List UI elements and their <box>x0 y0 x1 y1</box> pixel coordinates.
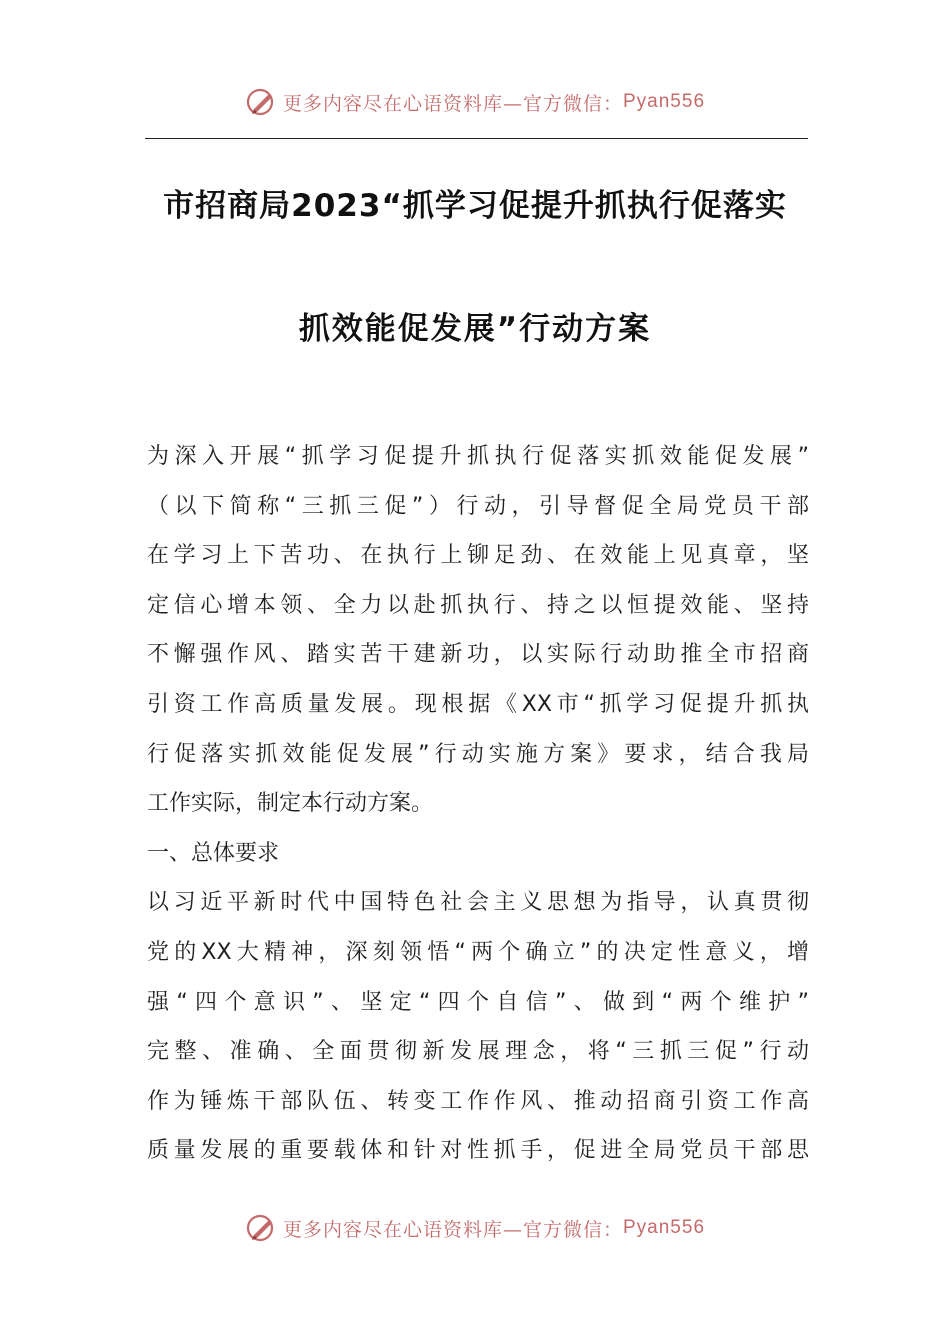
body-line: 以习近平新时代中国特色社会主义思想为指导，认真贯彻 <box>147 890 809 916</box>
body-line: 强“四个意识”、坚定“四个自信”、做到“两个维护” <box>147 989 809 1015</box>
document-title-line-2: 抓效能促发展”行动方案 <box>298 311 652 347</box>
body-line: 行促落实抓效能促发展”行动实施方案》要求，结合我局 <box>147 741 809 767</box>
pen-logo-icon <box>245 1211 279 1245</box>
body-line: （以下简称“三抓三促”）行动，引导督促全局党员干部 <box>147 493 809 519</box>
watermark-text: 更多内容尽在心语资料库—官方微信： <box>282 1218 623 1241</box>
watermark-banner-bottom <box>0 1208 950 1248</box>
body-line: 党的XX大精神，深刻领悟“两个确立”的决定性意义，增 <box>147 939 809 965</box>
body-line: 作为锤炼干部队伍、转变工作作风、推动招商引资工作高 <box>147 1088 809 1114</box>
body-line: 为深入开展“抓学习促提升抓执行促落实抓效能促发展” <box>147 444 809 469</box>
body-line: 不懈强作风、踏实苦干建新功，以实际行动助推全市招商 <box>147 642 809 668</box>
body-line: 定信心增本领、全力以赴抓执行、持之以恒提效能、坚持 <box>147 592 809 618</box>
watermark-wechat-id: Pyan556 <box>623 1217 706 1238</box>
body-line: 工作实际，制定本行动方案。 <box>147 791 434 817</box>
watermark-banner-top <box>0 82 950 122</box>
body-line: 在学习上下苦功、在执行上铆足劲、在效能上见真章，坚 <box>147 543 809 569</box>
body-line: 质量发展的重要载体和针对性抓手，促进全局党员干部思 <box>147 1138 809 1164</box>
document-body <box>147 432 809 1176</box>
body-line: 完整、准确、全面贯彻新发展理念，将“三抓三促”行动 <box>147 1039 809 1065</box>
body-line: 引资工作高质量发展。现根据《XX市“抓学习促提升抓执 <box>147 691 809 717</box>
watermark-wechat-id: Pyan556 <box>623 91 706 112</box>
header-divider <box>145 138 808 139</box>
watermark-text: 更多内容尽在心语资料库—官方微信： <box>282 92 623 115</box>
pen-logo-icon <box>245 85 279 119</box>
document-title-line-1: 市招商局2023“抓学习促提升抓执行促落实 <box>163 188 787 224</box>
section-heading: 一、总体要求 <box>147 840 280 866</box>
